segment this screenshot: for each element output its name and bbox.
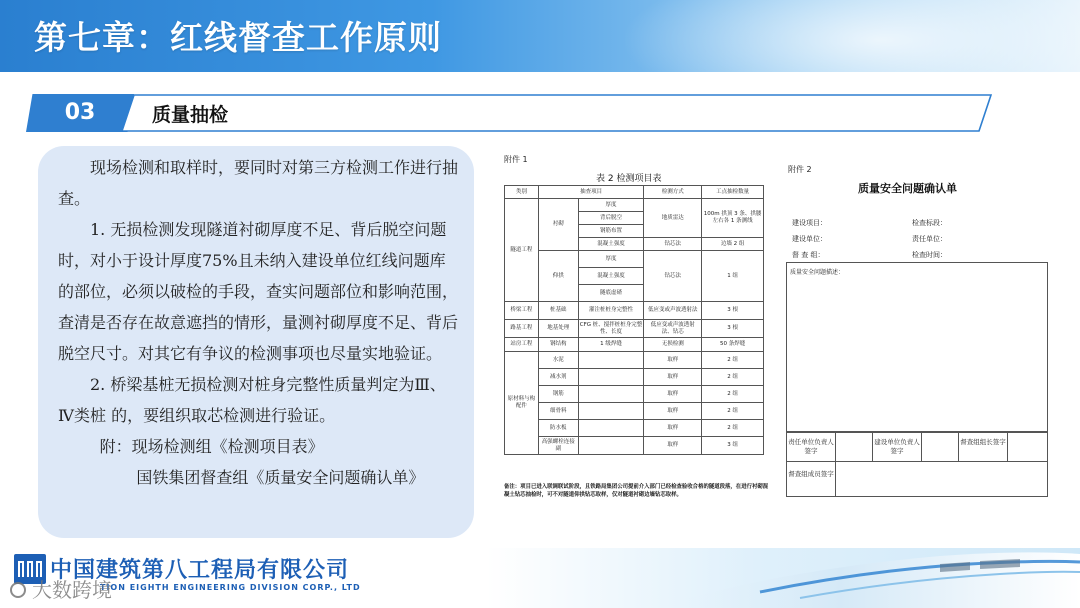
paragraph-rule-1: 1. 无损检测发现隧道衬砌厚度不足、背后脱空问题时，对小于设计厚度75%且未纳入建设单位红线问题库的部位，必须以破检的手段，查实问题部位和影响范围，查清是否存在故意遮挡的情形，量测衬砌厚度不足、背后脱空尺寸。对其它有争议的检测事项也尽量实地验证。 xyxy=(58,220,459,363)
table-cell: 2 组 xyxy=(702,403,764,420)
table-cell: 2 组 xyxy=(702,386,764,403)
table-cell: 混凝土强度 xyxy=(578,268,644,285)
sig-divider xyxy=(958,432,1008,462)
table-cell: 防水板 xyxy=(538,420,578,437)
table-cell xyxy=(578,369,644,386)
train-graphic xyxy=(640,540,1080,608)
inspection-table xyxy=(504,185,764,455)
table-cell: 仰拱 xyxy=(538,251,578,302)
table-cell: 钢筋布置 xyxy=(578,225,644,238)
table-cell: 50 条焊缝 xyxy=(702,338,764,352)
table-cell: 减水剂 xyxy=(538,369,578,386)
table-cell: 无损检测 xyxy=(644,338,702,352)
table-cell: CFG 桩、搅拌桩桩身完整性、长度 xyxy=(578,320,644,338)
problem-description-box xyxy=(786,262,1048,432)
sig-leader-label: 督查组组长签字 xyxy=(960,438,1006,446)
page-title: 第七章：红线督查工作原则 xyxy=(34,18,442,57)
attachment-1-document xyxy=(496,148,778,524)
table-cell: 取样 xyxy=(644,369,702,386)
table-cell: 2 组 xyxy=(702,352,764,369)
attachment-2-document xyxy=(782,158,1050,504)
paragraph-attachment-1: 附：现场检测组《检测项目表》 xyxy=(99,437,324,456)
paragraph-rule-2: 2. 桥梁基桩无损检测对桩身完整性质量判定为Ⅲ、Ⅳ类桩 的，要组织取芯检测进行验证。 xyxy=(58,375,446,425)
table-cell: 取样 xyxy=(644,386,702,403)
table-cell xyxy=(578,437,644,455)
table-cell: 100m 拱顶 3 条、拱腰左右各 1 条测线 xyxy=(702,199,764,238)
table-cell: 低应变或声波透射法 xyxy=(644,302,702,320)
table-cell: 厚度 xyxy=(578,251,644,268)
table-cell: 高强螺栓连接副 xyxy=(538,437,578,455)
table-cell: 地质雷达 xyxy=(644,199,702,238)
table-cell: 衬砌 xyxy=(538,199,578,251)
attachment-1-label: 附件 1 xyxy=(504,155,528,164)
table-cell: 原材料与构配件 xyxy=(505,352,539,455)
paragraph-attachment-2: 国铁集团督查组《质量安全问题确认单》 xyxy=(136,468,425,487)
field-time: 检查时间： xyxy=(912,251,947,259)
table-cell: 取样 xyxy=(644,437,702,455)
company-name-cn: 中国建筑第八工程局有限公司 xyxy=(50,558,350,583)
section-title: 质量抽检 xyxy=(152,104,229,126)
table-cell: 桥梁工程 xyxy=(505,302,539,320)
sig-builder-label: 建设单位负责人签字 xyxy=(874,438,920,455)
table-cell: 厚度 xyxy=(578,199,644,212)
table-cell: 路基工程 xyxy=(505,320,539,338)
watermark-text: 大数跨境 xyxy=(32,578,112,602)
table-header: 抽查项目 xyxy=(538,186,644,199)
sig-members-label: 督查组成员签字 xyxy=(788,470,834,478)
paragraph-intro: 现场检测和取样时，要同时对第三方检测工作进行抽查。 xyxy=(58,158,459,208)
table-cell: 3 组 xyxy=(702,437,764,455)
table-cell: 2 组 xyxy=(702,369,764,386)
field-responsible: 责任单位： xyxy=(912,235,947,243)
table-cell: 取样 xyxy=(644,403,702,420)
watermark xyxy=(10,574,112,603)
table-cell: 桩基础 xyxy=(538,302,578,320)
table-cell: 钢结构 xyxy=(538,338,578,352)
table-cell xyxy=(578,386,644,403)
section-number: 03 xyxy=(64,100,96,125)
table-cell xyxy=(578,352,644,369)
sig-divider xyxy=(786,461,836,497)
table-cell: 细骨料 xyxy=(538,403,578,420)
table-cell: 取样 xyxy=(644,352,702,369)
table-cell: 背后脱空 xyxy=(578,212,644,225)
section-title-bar xyxy=(122,94,992,132)
table-note: 备注：项目已进入联调联试阶段，且铁路局集团公司提前介入部门已经检查验收合格的隧道段落，在进行衬砌混凝土钻芯抽检时，可不对隧道仰拱钻芯取样，仅对隧道衬砌边墙钻芯取样。 xyxy=(504,484,769,498)
table-header: 类别 xyxy=(505,186,539,199)
table-cell: 2 组 xyxy=(702,420,764,437)
table-cell: 地基处理 xyxy=(538,320,578,338)
company-name-en: TION EIGHTH ENGINEERING DIVISION CORP., LTD xyxy=(100,583,361,592)
header-banner xyxy=(0,0,1080,72)
table-cell: 3 根 xyxy=(702,320,764,338)
table-header: 检测方式 xyxy=(644,186,702,199)
attachment-2-label: 附件 2 xyxy=(788,165,812,174)
table-cell: 站房工程 xyxy=(505,338,539,352)
table-cell: 混凝土强度 xyxy=(578,238,644,251)
table-cell xyxy=(578,403,644,420)
table-cell: 1 组 xyxy=(702,251,764,302)
sig-responsible-label: 责任单位负责人签字 xyxy=(788,438,834,455)
problem-description-label: 质量安全问题描述： xyxy=(790,269,845,276)
field-project: 建设项目： xyxy=(792,219,827,227)
table-cell: 3 根 xyxy=(702,302,764,320)
field-section: 检查标段： xyxy=(912,219,947,227)
table-cell xyxy=(578,420,644,437)
table-title: 表 2 检测项目表 xyxy=(596,174,662,184)
table-cell: 1 级焊缝 xyxy=(578,338,644,352)
table-cell: 水泥 xyxy=(538,352,578,369)
table-cell: 隧道工程 xyxy=(505,199,539,302)
watermark-icon xyxy=(10,582,26,598)
field-team: 督 查 组： xyxy=(792,251,825,259)
table-cell: 钻芯法 xyxy=(644,238,702,251)
field-builder: 建设单位： xyxy=(792,235,827,243)
table-cell: 取样 xyxy=(644,420,702,437)
table-header: 工点抽检数量 xyxy=(702,186,764,199)
form-title: 质量安全问题确认单 xyxy=(858,182,957,195)
header-glow xyxy=(620,0,1080,72)
table-cell: 灌注桩桩身完整性 xyxy=(578,302,644,320)
table-cell: 钻芯法 xyxy=(644,251,702,302)
table-cell: 低应变或声波透射法、钻芯 xyxy=(644,320,702,338)
text-body xyxy=(58,152,458,493)
table-cell: 隧底虚碴 xyxy=(578,285,644,302)
table-cell: 钢筋 xyxy=(538,386,578,403)
table-cell: 边墙 2 组 xyxy=(702,238,764,251)
